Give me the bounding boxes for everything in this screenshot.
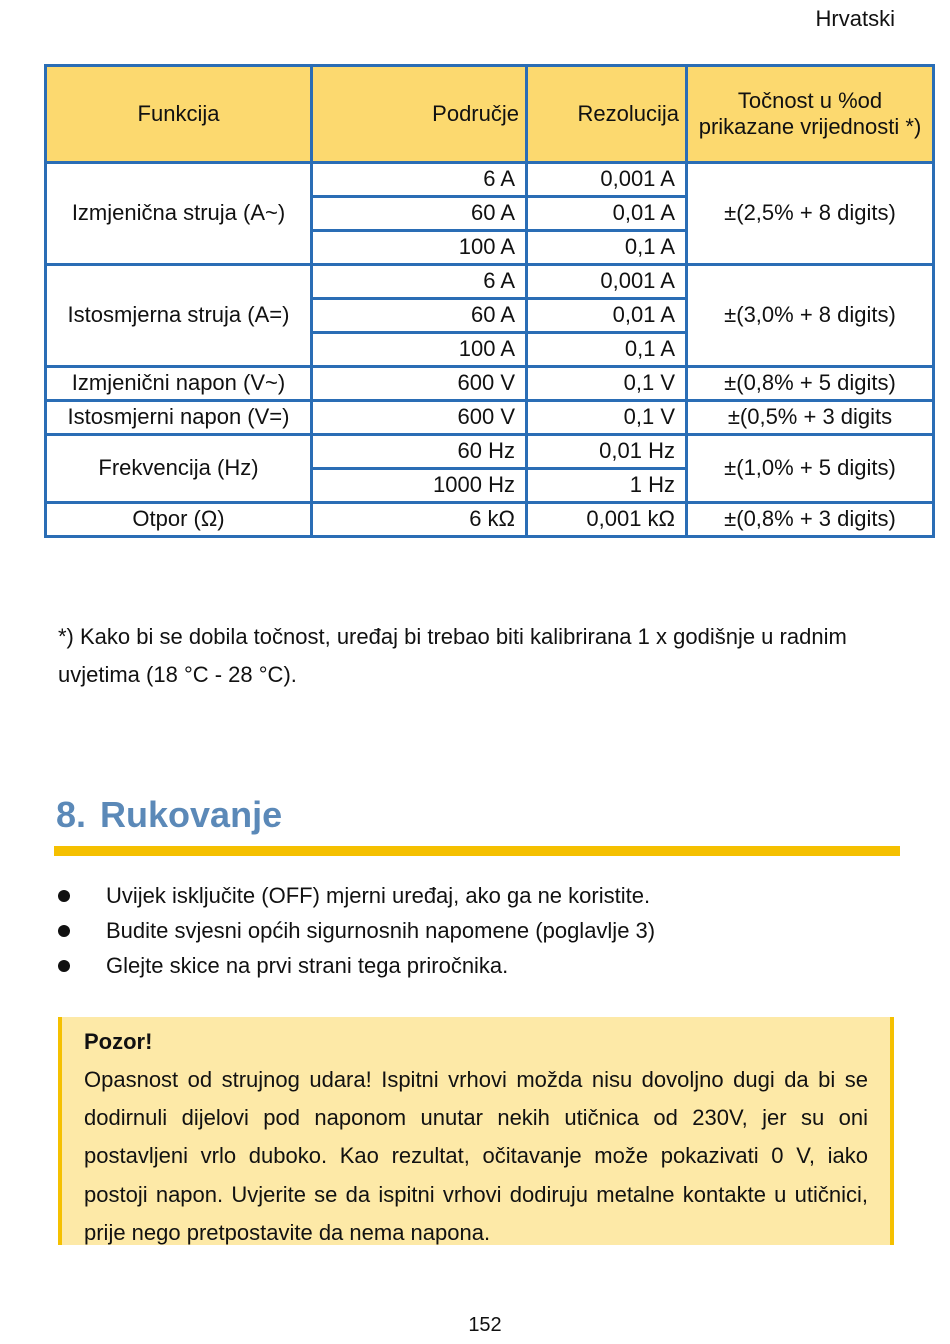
table-row bbox=[46, 163, 934, 197]
cell-accuracy: ±(0,5% + 3 digits bbox=[687, 401, 934, 435]
table-row bbox=[46, 367, 934, 401]
cell-resolution: 0,001 kΩ bbox=[527, 503, 687, 537]
cell-accuracy: ±(0,8% + 3 digits) bbox=[687, 503, 934, 537]
cell-accuracy: ±(2,5% + 8 digits) bbox=[687, 163, 934, 265]
page-number: 152 bbox=[468, 1314, 502, 1336]
cell-resolution: 0,001 A bbox=[527, 163, 687, 197]
table-body bbox=[46, 163, 934, 537]
cell-function: Izmjenična struja (A~) bbox=[46, 163, 312, 265]
table-header-row bbox=[46, 66, 934, 163]
col-header-resolution: Rezolucija bbox=[527, 66, 687, 163]
cell-range: 600 V bbox=[312, 367, 527, 401]
cell-resolution: 0,1 V bbox=[527, 401, 687, 435]
cell-range: 1000 Hz bbox=[312, 469, 527, 503]
bullet-icon bbox=[58, 960, 70, 972]
list-item: Budite svjesni općih sigurnosnih napomene (poglavlje 3) bbox=[56, 913, 655, 948]
cell-resolution: 1 Hz bbox=[527, 469, 687, 503]
cell-resolution: 0,01 A bbox=[527, 197, 687, 231]
cell-resolution: 0,01 Hz bbox=[527, 435, 687, 469]
warning-text: Opasnost od strujnog udara! Ispitni vrhovi možda nisu dovoljno dugi da bi se dodirnuli dijelovi pod naponom unutar nekih utičnica od 230V, jer su oni postavljeni vrlo duboko. Kao rezultat, očitavanje može pokazivati 0 V, iako postoji napon. Uvjerite se da ispitni vrhovi dodiruju metalne kontakte u utičnici, prije nego pretpostavite da nema napona. bbox=[84, 1067, 868, 1245]
section-number: 8. bbox=[56, 794, 87, 835]
cell-range: 6 A bbox=[312, 163, 527, 197]
table-row bbox=[46, 265, 934, 299]
table-row bbox=[46, 435, 934, 469]
col-header-function: Funkcija bbox=[46, 66, 312, 163]
bullet-icon bbox=[58, 925, 70, 937]
cell-range: 60 A bbox=[312, 197, 527, 231]
cell-accuracy: ±(1,0% + 5 digits) bbox=[687, 435, 934, 503]
cell-range: 60 A bbox=[312, 299, 527, 333]
list-item: Glejte skice na prvi strani tega priročnika. bbox=[56, 948, 655, 983]
cell-resolution: 0,01 A bbox=[527, 299, 687, 333]
col-header-accuracy: Točnost u %od prikazane vrijednosti *) bbox=[687, 66, 934, 163]
cell-resolution: 0,1 V bbox=[527, 367, 687, 401]
cell-range: 600 V bbox=[312, 401, 527, 435]
cell-accuracy: ±(3,0% + 8 digits) bbox=[687, 265, 934, 367]
cell-range: 100 A bbox=[312, 231, 527, 265]
table-row bbox=[46, 503, 934, 537]
specifications-table bbox=[44, 64, 935, 538]
cell-range: 6 kΩ bbox=[312, 503, 527, 537]
cell-function: Otpor (Ω) bbox=[46, 503, 312, 537]
warning-title: Pozor! bbox=[84, 1029, 153, 1054]
cell-function: Frekvencija (Hz) bbox=[46, 435, 312, 503]
section-title: Rukovanje bbox=[100, 794, 283, 835]
list-item: Uvijek isključite (OFF) mjerni uređaj, ako ga ne koristite. bbox=[56, 878, 655, 913]
cell-function: Istosmjerni napon (V=) bbox=[46, 401, 312, 435]
cell-range: 6 A bbox=[312, 265, 527, 299]
cell-function: Istosmjerna struja (A=) bbox=[46, 265, 312, 367]
header-language: Hrvatski bbox=[815, 6, 895, 31]
bullet-icon bbox=[58, 890, 70, 902]
section-heading bbox=[56, 794, 282, 836]
cell-accuracy: ±(0,8% + 5 digits) bbox=[687, 367, 934, 401]
cell-resolution: 0,1 A bbox=[527, 231, 687, 265]
cell-range: 60 Hz bbox=[312, 435, 527, 469]
warning-box bbox=[58, 1017, 894, 1245]
table-row bbox=[46, 401, 934, 435]
cell-resolution: 0,001 A bbox=[527, 265, 687, 299]
bullet-list bbox=[56, 878, 655, 983]
cell-function: Izmjenični napon (V~) bbox=[46, 367, 312, 401]
footnote: *) Kako bi se dobila točnost, uređaj bi trebao biti kalibrirana 1 x godišnje u radnim uvjetima (18 °C - 28 °C). bbox=[58, 624, 847, 687]
cell-range: 100 A bbox=[312, 333, 527, 367]
cell-resolution: 0,1 A bbox=[527, 333, 687, 367]
section-divider bbox=[54, 846, 900, 856]
col-header-range: Područje bbox=[312, 66, 527, 163]
